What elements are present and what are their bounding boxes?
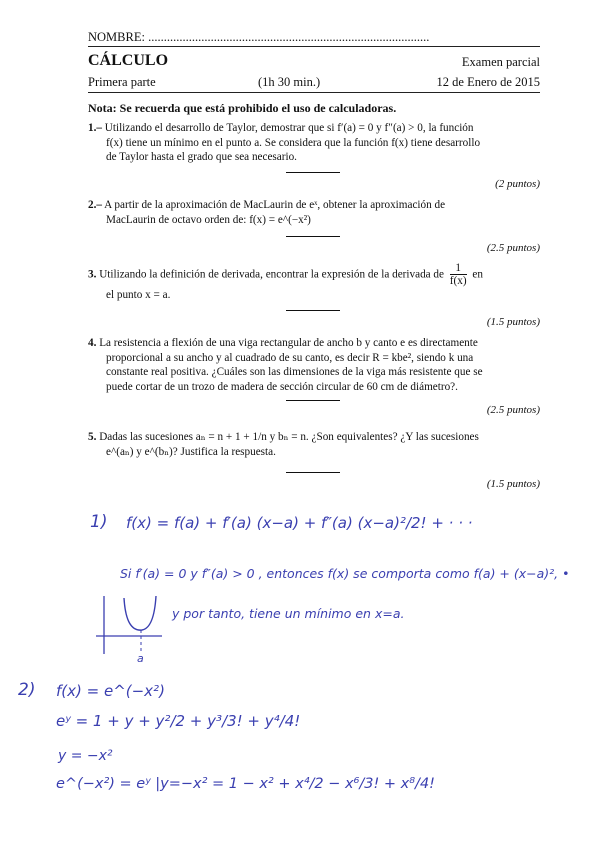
question-text: e^(aₙ) y e^(bₙ)? Justifica la respuesta. <box>106 445 276 458</box>
question-number: 1.– <box>88 122 102 134</box>
question-2 <box>88 198 540 227</box>
question-text: Utilizando la definición de derivada, encontrar la expresión de la derivada de <box>99 268 444 281</box>
question-text: proporcional a su ancho y al cuadrado de su canto, es decir R = kbe², siendo k una <box>106 351 474 364</box>
question-text: A partir de la aproximación de MacLaurin de eˣ, obtener la aproximación de <box>104 199 446 211</box>
sketch-a-label: a <box>137 652 144 665</box>
separator <box>286 310 340 311</box>
header-top-rule <box>88 46 540 47</box>
answer-2-exp-series: eʸ = 1 + y + y²/2 + y³/3! + y⁴/4! <box>56 712 301 730</box>
part-label: Primera parte <box>88 75 156 89</box>
points-2: (2.5 puntos) <box>486 242 540 254</box>
answer-1-equation: f(x) = f(a) + f′(a) (x−a) + f″(a) (x−a)²/2! + · · · <box>126 514 473 532</box>
answer-1-conclusion: y por tanto, tiene un mínimo en x=a. <box>172 606 405 621</box>
duration: (1h 30 min.) <box>258 75 321 89</box>
question-1 <box>88 121 540 165</box>
question-number: 4. <box>88 337 97 349</box>
answer-1-condition: Si f′(a) = 0 y f″(a) > 0 , entonces f(x) se comporta como f(a) + (x−a)², • <box>120 566 570 581</box>
answer-2-function: f(x) = e^(−x²) <box>56 682 165 700</box>
fraction-numerator: 1 <box>450 262 467 275</box>
question-3 <box>88 262 540 303</box>
separator <box>286 172 340 173</box>
nombre-line <box>88 30 540 45</box>
question-text: el punto x = a. <box>106 289 171 301</box>
question-text: constante real positiva. ¿Cuáles son las dimensiones de la viga más resistente que se <box>106 366 483 379</box>
fraction <box>450 262 467 288</box>
question-number: 3. <box>88 268 97 281</box>
question-4 <box>88 336 540 394</box>
question-text: MacLaurin de octavo orden de: f(x) = e^(−x²) <box>106 213 311 226</box>
question-text: puede cortar de un trozo de madera de sección circular de 60 cm de diámetro?. <box>106 380 458 393</box>
minimum-sketch <box>96 592 166 666</box>
points-4: (2.5 puntos) <box>486 404 540 416</box>
points-1: (2 puntos) <box>495 178 540 190</box>
exam-type: Examen parcial <box>461 55 540 69</box>
fraction-denominator: f(x) <box>449 275 467 287</box>
question-text: Utilizando el desarrollo de Taylor, demostrar que si f′(a) = 0 y f″(a) > 0, la función <box>104 122 474 134</box>
question-number: 2.– <box>88 199 102 211</box>
question-text: f(x) tiene un mínimo en el punto a. Se considera que la función f(x) tiene desarrollo <box>106 136 481 149</box>
header-bottom-rule <box>88 92 540 93</box>
question-text: La resistencia a flexión de una viga rectangular de ancho b y canto e es directamente <box>99 337 478 349</box>
answer-2-result: e^(−x²) = eʸ |y=−x² = 1 − x² + x⁴/2 − x⁶/3! + x⁸/4! <box>56 776 435 792</box>
question-text: en <box>472 268 483 281</box>
nombre-dots: .......................................................................................... <box>148 30 430 44</box>
answer-2-substitution: y = −x² <box>58 748 113 764</box>
sketch-parabola <box>124 596 156 630</box>
separator <box>286 400 340 401</box>
question-text: Dadas las sucesiones aₙ = n + 1 + 1/n y bₙ = n. ¿Son equivalentes? ¿Y las sucesiones <box>99 431 479 443</box>
points-5: (1.5 puntos) <box>486 478 540 490</box>
points-3: (1.5 puntos) <box>486 316 540 328</box>
calculator-note: Nota: Se recuerda que está prohibido el uso de calculadoras. <box>88 101 397 115</box>
answer-2-label: 2) <box>18 680 36 700</box>
answer-1-label: 1) <box>90 512 108 532</box>
nombre-label: NOMBRE: <box>88 30 145 44</box>
question-5 <box>88 430 540 459</box>
question-number: 5. <box>88 431 97 443</box>
separator <box>286 472 340 473</box>
separator <box>286 236 340 237</box>
course-title: CÁLCULO <box>88 52 169 69</box>
question-text: de Taylor hasta el grado que sea necesario. <box>106 151 297 164</box>
exam-date: 12 de Enero de 2015 <box>436 75 540 89</box>
